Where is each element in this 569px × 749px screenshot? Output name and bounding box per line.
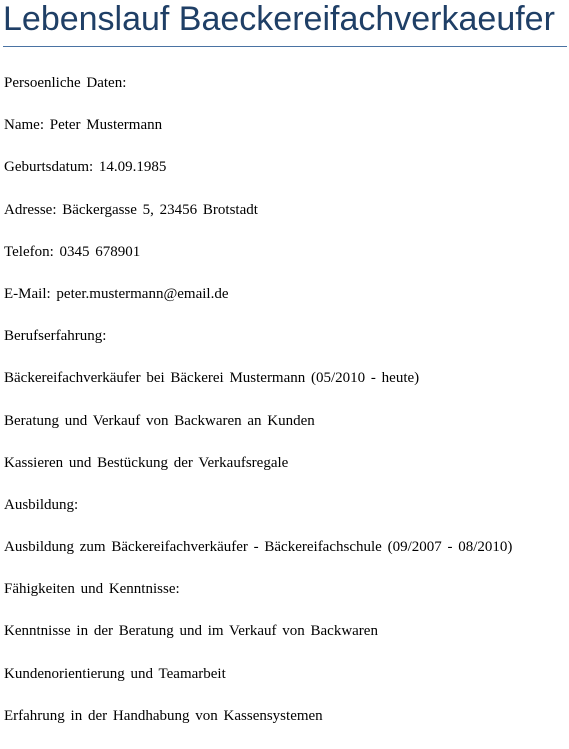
text-line-birthdate: Geburtsdatum: 14.09.1985 <box>4 159 167 176</box>
section-heading-skills: Fähigkeiten und Kenntnisse: <box>4 581 180 598</box>
text-line-training: Ausbildung zum Bäckereifachverkäufer - Bäckereifachschule (09/2007 - 08/2010) <box>4 539 513 556</box>
text-line-address: Adresse: Bäckergasse 5, 23456 Brotstadt <box>4 201 258 218</box>
title-divider <box>3 46 567 47</box>
text-line-duty-cashier: Kassieren und Bestückung der Verkaufsregale <box>4 454 289 471</box>
section-heading-personal: Persoenliche Daten: <box>4 75 127 91</box>
document-title: Lebenslauf Baeckereifachverkaeufer <box>3 0 555 38</box>
text-line-name: Name: Peter Mustermann <box>4 117 163 134</box>
text-line-email: E-Mail: peter.mustermann@email.de <box>4 285 229 302</box>
text-line-phone: Telefon: 0345 678901 <box>4 243 141 260</box>
text-line-skill-teamwork: Kundenorientierung und Teamarbeit <box>4 665 226 682</box>
text-line-job: Bäckereifachverkäufer bei Bäckerei Mustermann (05/2010 - heute) <box>4 370 420 387</box>
text-line-skill-pos: Erfahrung in der Handhabung von Kassensystemen <box>4 707 323 724</box>
text-line-duty-advice: Beratung und Verkauf von Backwaren an Kunden <box>4 412 315 429</box>
section-heading-experience: Berufserfahrung: <box>4 328 107 345</box>
section-heading-education: Ausbildung: <box>4 496 79 513</box>
document-body <box>4 74 512 749</box>
text-line-skill-sales: Kenntnisse in der Beratung und im Verkauf von Backwaren <box>4 623 378 640</box>
